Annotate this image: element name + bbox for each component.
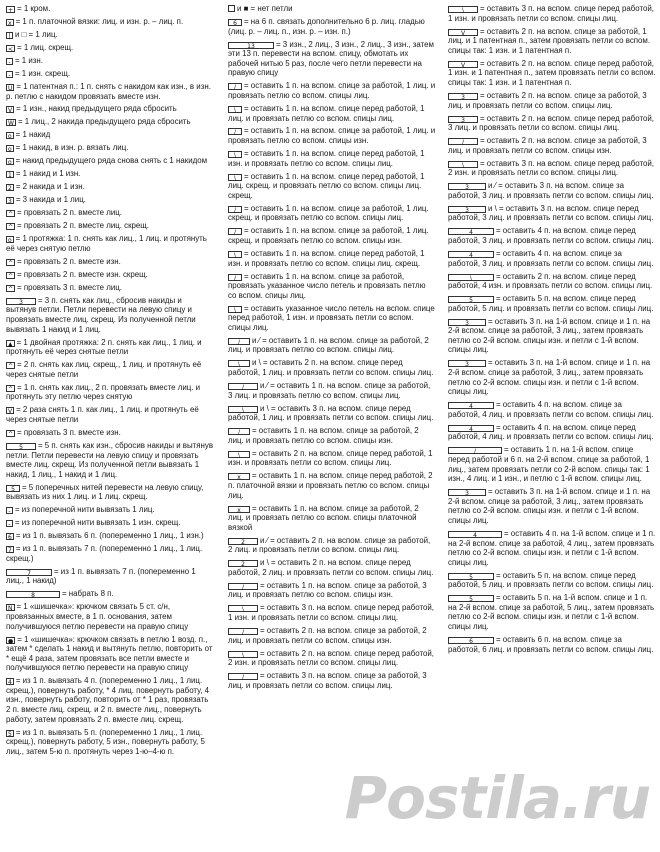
- legend-entry: [6, 544, 214, 563]
- legend-text: и □ = 1 лиц.: [15, 29, 58, 39]
- legend-entry: [448, 114, 656, 133]
- legend-entry: [6, 257, 214, 267]
- legend-text: = оставить 4 п. на вспом. спице перед работой, 4 лиц. и провязать петли со вспом. спицы лиц.: [448, 422, 654, 442]
- legend-entry: [448, 59, 656, 88]
- legend-text: = оставить 1 п. на вспом. спице за работой, 2 лиц. и провязать петлю со вспом. спицы платочной вязкой: [228, 503, 419, 532]
- stitch-symbol-icon: 3: [448, 360, 486, 367]
- legend-text: = оставить 3 п. на вспом. спице перед работой, 1 изн. и провязать петли со вспом. спицы лиц.: [448, 4, 654, 23]
- legend-text: и ⁄ = оставить 2 п. на вспом. спице за работой, 2 лиц. и провязать петли со вспом. спицы лиц.: [228, 535, 431, 555]
- legend-text: = 1 лиц. скрещ.: [17, 42, 74, 52]
- legend-text: = оставить 2 п. на вспом. спице за работой, 3 лиц. и провязать петли со вспом. спицы изн.: [448, 136, 647, 155]
- legend-text: = оставить 3 п. на вспом. спице перед работой, 2 изн. и провязать петли со вспом. спицы лиц.: [448, 158, 654, 178]
- stitch-symbol-icon: 3: [8, 198, 12, 206]
- legend-entry: [6, 405, 214, 424]
- legend-text: и ⁄ = оставить 1 п. на вспом. спице за работой, 2 лиц. и провязать петлю со вспом. спицы лиц.: [228, 335, 429, 355]
- legend-text: = оставить 4 п. на вспом. спице перед работой, 3 лиц. и провязать петли со вспом. спицы лиц.: [448, 226, 654, 245]
- legend-text: = провязать 3 п. вместе изн.: [17, 427, 121, 437]
- stitch-symbol-icon: V: [448, 29, 478, 36]
- legend-text: и \ = оставить 2 п. на вспом. спице перед работой, 1 лиц. и провязать петли со вспом. спицы лиц.: [228, 358, 434, 378]
- legend-entry: [6, 169, 214, 179]
- legend-text: = из поперечной нити вывязать 1 лиц.: [15, 505, 155, 515]
- legend-text: = 1 протяжка: 1 п. снять как лиц., 1 лиц. и протянуть её через снятую петлю: [6, 234, 207, 253]
- legend-text: = из 1 п. вывязать 7 п. (попеременно 1 лиц., 1 накид): [6, 566, 196, 586]
- legend-text: = 3 изн., 2 лиц., 3 изн., 2 лиц., 3 изн., затем эти 13 п. перевести на вспом. спицу, обмотать их рабочей нитью 5 раз, после чего петли перевести на правую спицу: [228, 39, 434, 78]
- legend-text: и ■ = нет петли: [237, 4, 293, 13]
- stitch-symbol-icon: 1: [8, 172, 12, 180]
- stitch-symbol-icon: +: [8, 7, 14, 14]
- stitch-symbol-icon: /: [228, 228, 242, 235]
- legend-text: = оставить 2 п. на вспом. спице за работой, 3 лиц. и провязать петли со вспом. спицы лиц.: [448, 90, 647, 110]
- legend-entry: [448, 400, 656, 419]
- stitch-symbol-icon: 5: [6, 443, 36, 450]
- legend-text: = оставить 3 п. на вспом. спице перед работой, 1 изн. и провязать петли со вспом. спицы лиц.: [228, 603, 434, 623]
- legend-entry: [448, 159, 656, 178]
- legend-text: = оставить 2 п. на вспом. спице перед работой, 1 изн. и 1 патентная п., затем провязать петли со вспом. спицы так: 1 изн. и 1 патентная п.: [448, 58, 656, 87]
- legend-entry: [448, 4, 656, 23]
- legend-entry: [448, 317, 656, 355]
- legend-text: = набрать 8 п.: [62, 589, 114, 599]
- stitch-symbol-icon: \: [228, 406, 258, 413]
- legend-entry: [6, 531, 214, 541]
- stitch-symbol-icon: ^: [8, 363, 14, 371]
- legend-entry: [228, 581, 436, 600]
- stitch-symbol-icon: 3: [448, 93, 478, 100]
- legend-entry: [228, 249, 436, 268]
- legend-text: = 2 раза снять 1 п. как лиц., 1 лиц. и протянуть её через снятые петли: [6, 405, 199, 424]
- legend-text: = оставить 1 п. на вспом. спице перед работой, 1 лиц. и провязать петлю со вспом. спицы лиц.: [228, 103, 425, 123]
- stitch-symbol-icon: U: [8, 84, 13, 92]
- stitch-symbol-icon: \: [228, 251, 242, 258]
- stitch-symbol-icon: V: [8, 107, 13, 115]
- stitch-symbol-icon: o: [8, 133, 12, 141]
- stitch-symbol-icon: ^: [8, 385, 14, 393]
- legend-entry: [448, 487, 656, 525]
- legend-text: = 1 «шишечка»: крючком связать в петлю 1 возд. п., затем * сделать 1 накид и вытянуть петлю, повторить от * ещё 4 раза, затем провязать все петли вместе и получившуюся петлю перевести на правую спицу: [6, 634, 213, 673]
- legend-entry: [6, 518, 214, 528]
- legend-entry: [228, 536, 436, 555]
- legend-entry: [6, 143, 214, 153]
- stitch-symbol-icon: /: [228, 383, 258, 390]
- stitch-symbol-icon: /: [228, 583, 258, 590]
- legend-entry: [6, 635, 214, 673]
- stitch-symbol-icon: x: [228, 506, 250, 513]
- stitch-symbol-icon: o: [8, 159, 12, 167]
- stitch-symbol-icon: ▲: [8, 340, 13, 348]
- legend-entry: [228, 381, 436, 400]
- stitch-symbol-icon: 3: [448, 183, 486, 190]
- stitch-symbol-icon: \: [228, 451, 250, 458]
- stitch-symbol-icon: /: [228, 83, 242, 90]
- legend-entry: [6, 17, 214, 27]
- legend-entry: [448, 423, 656, 442]
- legend-text: = оставить 4 п. на 1-й вспом. спице и 1 п. на 2-й вспом. спице за работой, 4 лиц., затем провязать петлю со 2-й вспом. спицы изн. и петли с 1-й вспом. спицы лиц.: [448, 528, 656, 567]
- legend-text: = 1 лиц., 2 накида предыдущего ряда сбросить: [17, 117, 191, 127]
- stitch-symbol-icon: 4: [448, 251, 494, 258]
- stitch-symbol-icon: <: [8, 45, 14, 53]
- legend-text: и ⁄ = оставить 3 п. на вспом. спице за работой, 3 лиц. и провязать петли со вспом. спицы лиц.: [448, 181, 654, 200]
- legend-entry: [228, 17, 436, 36]
- stitch-symbol-icon: /: [228, 274, 242, 281]
- stitch-symbol-icon: /: [448, 138, 478, 145]
- legend-entry: [6, 602, 214, 631]
- legend-entry: [228, 126, 436, 145]
- legend-text: = из 1 п. вывязать 4 п. (попеременно 1 лиц., 1 лиц. скрещ.), повернуть работу, * 4 лиц. повернуть работу, 4 изн., повернуть работу, повторить от * 1 раз, провязать 2 п. вместе лиц. скрещ. и 2 п. вместе лиц., повернуть работу, затем провязать 2 п. вместе лиц. скрещ.: [6, 676, 210, 724]
- legend-text: = 1 кром.: [17, 4, 51, 13]
- legend-entry: [228, 671, 436, 690]
- legend-text: = оставить 2 п. на вспом. спице перед работой, 4 изн. и провязать петли со вспом. спицы лиц.: [448, 271, 653, 291]
- stitch-symbol-icon: 5: [448, 296, 494, 303]
- legend-entry: [6, 283, 214, 293]
- stitch-symbol-icon: 3: [6, 298, 36, 305]
- legend-entry: [448, 571, 656, 590]
- stitch-symbol-icon: x: [8, 19, 12, 27]
- legend-text: = оставить 6 п. на вспом. спице за работой, 6 лиц. и провязать петли со вспом. спицы лиц.: [448, 635, 654, 654]
- stitch-symbol-icon: \: [448, 274, 494, 281]
- stitch-symbol-icon: [228, 5, 235, 12]
- stitch-symbol-icon: V: [8, 408, 13, 416]
- legend-entry: [228, 504, 436, 533]
- legend-text: = 1 накид, в изн. р. вязать лиц.: [15, 143, 129, 153]
- legend-entry: [6, 483, 214, 502]
- stitch-symbol-icon: 5: [8, 730, 12, 738]
- stitch-symbol-icon: x: [228, 473, 250, 480]
- legend-text: = оставить 2 п. на вспом. спице за работой, 1 лиц. и 1 патентная п., затем провязать петли со вспом. спицы так: 1 изн. и 1 патентная п.: [448, 26, 651, 55]
- stitch-symbol-icon: \: [228, 360, 250, 367]
- stitch-symbol-icon: |: [6, 32, 13, 39]
- stitch-symbol-icon: 6: [448, 637, 494, 644]
- legend-text: = 1 изн., накид предыдущего ряда сбросить: [16, 104, 177, 114]
- stitch-symbol-icon: 2: [8, 185, 12, 193]
- legend-entry: [228, 81, 436, 100]
- legend-text: = из 1 п. вывязать 6 п. (попеременно 1 лиц., 1 изн.): [15, 531, 204, 541]
- stitch-symbol-icon: ●: [8, 637, 14, 645]
- legend-text: = провязать 2 п. вместе изн. скрещ.: [17, 269, 148, 279]
- legend-entry: [6, 505, 214, 515]
- legend-entry: [448, 226, 656, 245]
- stitch-symbol-icon: o: [8, 146, 12, 154]
- legend-entry: [228, 226, 436, 245]
- legend-text: = оставить 2 п. на вспом. спице перед работой, 3 лиц. и провязать петли со вспом. спицы лиц.: [448, 113, 654, 133]
- legend-entry: [6, 195, 214, 205]
- legend-entry: [228, 471, 436, 500]
- legend-entry: [228, 649, 436, 668]
- legend-text: = на 6 п. связать дополнительно 6 р. лиц. гладью (лиц. р. – лиц. п., изн. р. – изн. п.): [228, 16, 425, 36]
- stitch-symbol-icon: 7: [6, 569, 52, 576]
- stitch-symbol-icon: o: [8, 237, 12, 245]
- stitch-symbol-icon: ^: [8, 224, 14, 232]
- stitch-symbol-icon: /: [228, 628, 258, 635]
- stitch-symbol-icon: -: [6, 520, 13, 527]
- legend-text: = оставить 1 п. на вспом. спице за работой, 1 лиц. и провязать петлю со вспом. спицы изн.: [228, 126, 436, 146]
- legend-entry: [228, 426, 436, 445]
- stitch-symbol-icon: \: [228, 106, 242, 113]
- stitch-symbol-icon: 6: [8, 534, 12, 542]
- legend-entry: [6, 728, 214, 757]
- stitch-symbol-icon: 4: [448, 228, 494, 235]
- legend-text: = оставить 1 п. на вспом. спице перед работой, 2 п. платочной вязки и провязать петлю со вспом. спицы лиц.: [228, 471, 433, 500]
- legend-column-3: [448, 4, 656, 658]
- legend-text: и \ = оставить 3 п. на вспом. спице перед работой, 1 лиц. и провязать петли со вспом. спицы лиц.: [228, 403, 434, 423]
- legend-text: = 1 накид: [15, 130, 51, 140]
- legend-text: = оставить 1 п. на вспом. спице перед работой, 1 изн. и провязать петлю со вспом. спицы лиц. скрещ.: [228, 248, 425, 268]
- stitch-symbol-icon: /: [228, 128, 242, 135]
- legend-text: = накид предыдущего ряда снова снять с 1 накидом: [15, 156, 208, 166]
- stitch-symbol-icon: 2: [228, 560, 258, 567]
- legend-entry: [228, 603, 436, 622]
- stitch-symbol-icon: 13: [228, 42, 274, 49]
- legend-entry: [6, 296, 214, 334]
- legend-text: = 3 п. снять как лиц., сбросив накиды и вытянув петли. Петли перевести на левую спицу и провязать вместе лиц. скрещ. Из полученной петли вывязать 1 накид и 1 лиц.: [6, 295, 196, 334]
- legend-text: = оставить 2 п. на вспом. спице перед работой, 1 изн. и провязать петли со вспом. спицы лиц.: [228, 448, 433, 468]
- stitch-symbol-icon: \: [228, 651, 258, 658]
- legend-entry: [6, 428, 214, 438]
- legend-text: = из 1 п. вывязать 7 п. (попеременно 1 лиц., 1 лиц. скрещ.): [6, 544, 203, 563]
- legend-text: = провязать 3 п. вместе лиц.: [17, 282, 122, 292]
- legend-entry: [228, 4, 436, 14]
- legend-text: = 1 накид и 1 изн.: [15, 169, 81, 179]
- stitch-symbol-icon: 3: [448, 206, 486, 213]
- legend-text: = 5 поперечных нитей перевести на левую спицу, вывязать из них 1 лиц. и 1 лиц. скрещ.: [6, 482, 204, 502]
- legend-entry: [6, 676, 214, 724]
- legend-entry: [6, 4, 214, 14]
- stitch-symbol-icon: /: [228, 338, 250, 345]
- legend-entry: [6, 234, 214, 253]
- stitch-symbol-icon: 5: [448, 573, 494, 580]
- legend-text: и \ = оставить 3 п. на вспом. спице перед работой, 3 лиц. и провязать петли со вспом. спицы лиц.: [448, 203, 654, 223]
- legend-entry: [448, 27, 656, 56]
- legend-entry: [228, 358, 436, 377]
- stitch-symbol-icon: /: [228, 673, 258, 680]
- legend-text: = оставить 1 п. на вспом. спице за работой, 1 лиц. скрещ. и провязать петлю со вспом. спицы лиц.: [228, 203, 429, 223]
- legend-text: = оставить 2 п. на вспом. спице перед работой, 2 изн. и провязать петли со вспом. спицы лиц.: [228, 648, 434, 668]
- legend-text: = 1 изн.: [15, 55, 43, 65]
- stitch-symbol-icon: W: [8, 120, 14, 128]
- stitch-symbol-icon: /: [228, 428, 250, 435]
- stitch-symbol-icon: 3: [448, 319, 486, 326]
- legend-entry: [448, 272, 656, 291]
- stitch-symbol-icon: \: [228, 151, 242, 158]
- legend-text: = оставить 3 п. на 1-й вспом. спице и 1 п. на 2-й вспом. спице за работой, 3 лиц., затем провязать петлю со 2-й вспом. спицы изн. и петли с 1-й вспом. спицы лиц.: [448, 358, 651, 397]
- legend-text: = оставить 3 п. на вспом. спице за работой, 3 лиц. и провязать петли со вспом. спицы лиц.: [228, 671, 427, 690]
- stitch-symbol-icon: ^: [8, 285, 14, 293]
- legend-entry: [448, 445, 656, 483]
- legend-entry: [448, 529, 656, 567]
- legend-text: = провязать 2 п. вместе изн.: [17, 256, 121, 266]
- stitch-symbol-icon: 8: [6, 591, 60, 598]
- legend-text: = оставить 2 п. на вспом. спице за работой, 2 лиц. и провязать петли со вспом. спицы изн.: [228, 626, 427, 645]
- legend-entry: [6, 117, 214, 127]
- legend-entry: [228, 558, 436, 577]
- legend-entry: [228, 272, 436, 301]
- legend-entry: [228, 204, 436, 223]
- stitch-symbol-icon: \: [228, 306, 242, 313]
- legend-entry: [6, 567, 214, 586]
- legend-text: = провязать 2 п. вместе лиц.: [17, 208, 122, 218]
- stitch-symbol-icon: 5: [448, 595, 494, 602]
- legend-entry: [228, 336, 436, 355]
- legend-text: = оставить 1 п. на вспом. спице перед работой, 1 лиц. скрещ. и провязать петлю со вспом. спицы лиц. скрещ.: [228, 171, 425, 200]
- stitch-symbol-icon: N: [8, 605, 13, 613]
- stitch-symbol-icon: \: [228, 174, 242, 181]
- legend-text: = из поперечной нити вывязать 1 изн. скрещ.: [15, 518, 181, 528]
- legend-entry: [228, 40, 436, 78]
- stitch-symbol-icon: 3: [448, 116, 478, 123]
- legend-entry: [228, 104, 436, 123]
- legend-entry: [6, 56, 214, 66]
- stitch-symbol-icon: 4: [448, 531, 502, 538]
- legend-entry: [6, 441, 214, 479]
- legend-entry: [6, 221, 214, 231]
- legend-text: и ⁄ = оставить 1 п. на вспом. спице за работой, 3 лиц. и провязать петлю со вспом. спицы лиц.: [228, 381, 431, 400]
- legend-text: = оставить 1 п. на 1-й вспом. спице перед работой и 6 п. на 2-й вспом. спице за работой, 1 лиц., затем провязать петли со 2-й вспом. спицы так: 1 изн., 4 лиц. и 1 изн., и петлю с 1-й вспом. спицы лиц.: [448, 445, 650, 484]
- legend-entry: [6, 182, 214, 192]
- legend-entry: [448, 136, 656, 155]
- legend-text: = 1 патентная п.: 1 п. снять с накидом как изн., в изн. р. петлю с накидом провязать вместе изн.: [6, 81, 211, 101]
- legend-entry: [6, 82, 214, 101]
- legend-entry: [448, 204, 656, 223]
- legend-text: = провязать 2 п. вместе лиц. скрещ.: [17, 221, 149, 231]
- legend-entry: [6, 383, 214, 402]
- legend-entry: [6, 43, 214, 53]
- legend-text: = 2 п. снять как лиц. скрещ., 1 лиц. и протянуть её через снятые петли: [6, 360, 202, 379]
- legend-text: = оставить 5 п. на вспом. спице перед работой, 5 лиц. и провязать петли со вспом. спицы лиц.: [448, 570, 654, 590]
- legend-entry: [228, 304, 436, 333]
- legend-text: = оставить 3 п. на 1-й вспом. спице и 1 п. на 2-й вспом. спице за работой, 3 лиц., затем провязать петлю со 2-й вспом. спицы изн. и петли с 1-й вспом. спицы лиц.: [448, 487, 651, 525]
- stitch-symbol-icon: 2: [228, 538, 258, 545]
- legend-text: = из 1 п. вывязать 5 п. (попеременно 1 лиц., 1 лиц. скрещ.), повернуть работу, 5 изн., повернуть работу, 5 лиц., затем 5-ю п. протянуть через 1-ю–4-ю п.: [6, 727, 205, 756]
- legend-text: и \ = оставить 2 п. на вспом. спице перед работой, 2 лиц. и провязать петли со вспом. спицы лиц.: [228, 558, 434, 577]
- legend-text: = 5 п. снять как изн., сбросив накиды и вытянув петли. Петли перевести на левую спицу и провязать вместе лиц. скрещ. Из полученной петли вывязать 1 накид, 1 лиц., 1 накид и 1 лиц.: [6, 440, 214, 479]
- legend-entry: [6, 208, 214, 218]
- stitch-symbol-icon: 4: [448, 425, 494, 432]
- legend-text: = оставить 1 п. на вспом. спице за работой, 1 лиц. и провязать петлю со вспом. спицы лиц.: [228, 81, 436, 100]
- legend-text: = оставить 1 п. на вспом. спице за работой, 2 лиц. и провязать петлю со вспом. спицы изн.: [228, 426, 419, 445]
- stitch-symbol-icon: \: [448, 6, 478, 13]
- stitch-symbol-icon: 6: [228, 19, 242, 26]
- stitch-symbol-icon: ^: [8, 430, 14, 438]
- stitch-symbol-icon: V: [448, 61, 478, 68]
- legend-text: = оставить 1 п. на вспом. спице перед работой, 1 изн. и провязать петлю со вспом. спицы лиц.: [228, 149, 425, 168]
- legend-entry: [228, 172, 436, 201]
- legend-text: = 1 двойная протяжка: 2 п. снять как лиц., 1 лиц. и протянуть её через снятые петли: [6, 337, 202, 357]
- legend-entry: [228, 626, 436, 645]
- legend-entry: [448, 294, 656, 313]
- legend-text: = оставить 4 п. на вспом. спице за работой, 4 лиц. и провязать петли со вспом. спицы лиц.: [448, 400, 654, 419]
- stitch-symbol-icon: ^: [8, 272, 14, 280]
- legend-text: = оставить 4 п. на вспом. спице за работой, 3 лиц. и провязать петли со вспом. спицы лиц.: [448, 248, 654, 268]
- legend-text: = 1 «шишечка»: крючком связать 5 ст. с/н, провязанных вместе, в 1 п. основания, затем получившуюся петлю перевести на правую спицу: [6, 602, 189, 631]
- legend-text: = 2 накида и 1 изн.: [15, 182, 85, 192]
- legend-entry: [6, 270, 214, 280]
- legend-entry: [448, 91, 656, 110]
- legend-entry: [6, 360, 214, 379]
- legend-entry: [6, 338, 214, 357]
- legend-entry: [448, 181, 656, 200]
- stitch-symbol-icon: \: [228, 605, 258, 612]
- stitch-symbol-icon: \: [448, 161, 478, 168]
- stitch-symbol-icon: 3: [448, 489, 486, 496]
- stitch-symbol-icon: /: [448, 447, 502, 454]
- legend-entry: [448, 593, 656, 631]
- stitch-symbol-icon: /: [228, 206, 242, 213]
- legend-entry: [6, 30, 214, 40]
- legend-entry: [6, 130, 214, 140]
- legend-entry: [228, 404, 436, 423]
- stitch-symbol-icon: -: [6, 71, 13, 78]
- legend-text: = оставить 5 п. на вспом. спице перед работой, 5 лиц. и провязать петли со вспом. спицы лиц.: [448, 294, 654, 313]
- legend-entry: [228, 149, 436, 168]
- legend-text: = оставить 1 п. на вспом. спице за работой, 1 лиц. скрещ. и провязать петлю со вспом. спицы изн.: [228, 226, 429, 245]
- stitch-symbol-icon: -: [6, 58, 13, 65]
- legend-text: = 1 п. платочной вязки: лиц. и изн. р. – лиц. п.: [15, 16, 184, 26]
- legend-entry: [448, 249, 656, 268]
- legend-text: = оставить 1 п. на вспом. спице за работой, провязать указанное число петель и провязать петлю со вспом. спицы лиц.: [228, 271, 426, 300]
- legend-entry: [448, 635, 656, 654]
- legend-entry: [6, 589, 214, 599]
- legend-entry: [228, 449, 436, 468]
- stitch-symbol-icon: -: [6, 507, 13, 514]
- stitch-symbol-icon: 4: [8, 679, 12, 687]
- stitch-symbol-icon: 4: [448, 402, 494, 409]
- legend-text: = оставить указанное число петель на вспом. спице перед работой, 1 изн. и провязать петли со вспом. спицы лиц.: [228, 303, 435, 332]
- legend-entry: [6, 104, 214, 114]
- legend-text: = 1 п. снять как лиц., 2 п. провязать вместе лиц. и протянуть эту петлю через снятую: [6, 382, 201, 402]
- legend-entry: [448, 358, 656, 396]
- legend-text: = 1 изн. скрещ.: [15, 68, 71, 78]
- watermark: Postila.ru: [344, 764, 650, 832]
- legend-text: = оставить 1 п. на вспом. спице за работой, 3 лиц. и провязать петлю со вспом. спицы изн.: [228, 580, 427, 600]
- legend-entry: [6, 156, 214, 166]
- legend-text: = 3 накида и 1 лиц.: [15, 195, 86, 205]
- legend-column-1: [6, 4, 214, 760]
- legend-column-2: [228, 4, 436, 694]
- stitch-symbol-icon: ^: [8, 211, 14, 219]
- stitch-symbol-icon: 7: [8, 547, 12, 555]
- legend-text: = оставить 3 п. на 1-й вспом. спице и 1 п. на 2-й вспом. спице за работой, 3 лиц., затем провязать петлю со 2-й вспом. спицы изн. и петли с 1-й вспом. спицы лиц.: [448, 316, 651, 355]
- stitch-symbol-icon: ^: [8, 259, 14, 267]
- stitch-symbol-icon: 5: [6, 485, 20, 492]
- legend-text: = оставить 5 п. на 1-й вспом. спице и 1 п. на 2-й вспом. спице за работой, 5 лиц., затем провязать петлю со 2-й вспом. спицы изн. и петли с 1-й вспом. спицы лиц.: [448, 593, 655, 632]
- legend-entry: [6, 69, 214, 79]
